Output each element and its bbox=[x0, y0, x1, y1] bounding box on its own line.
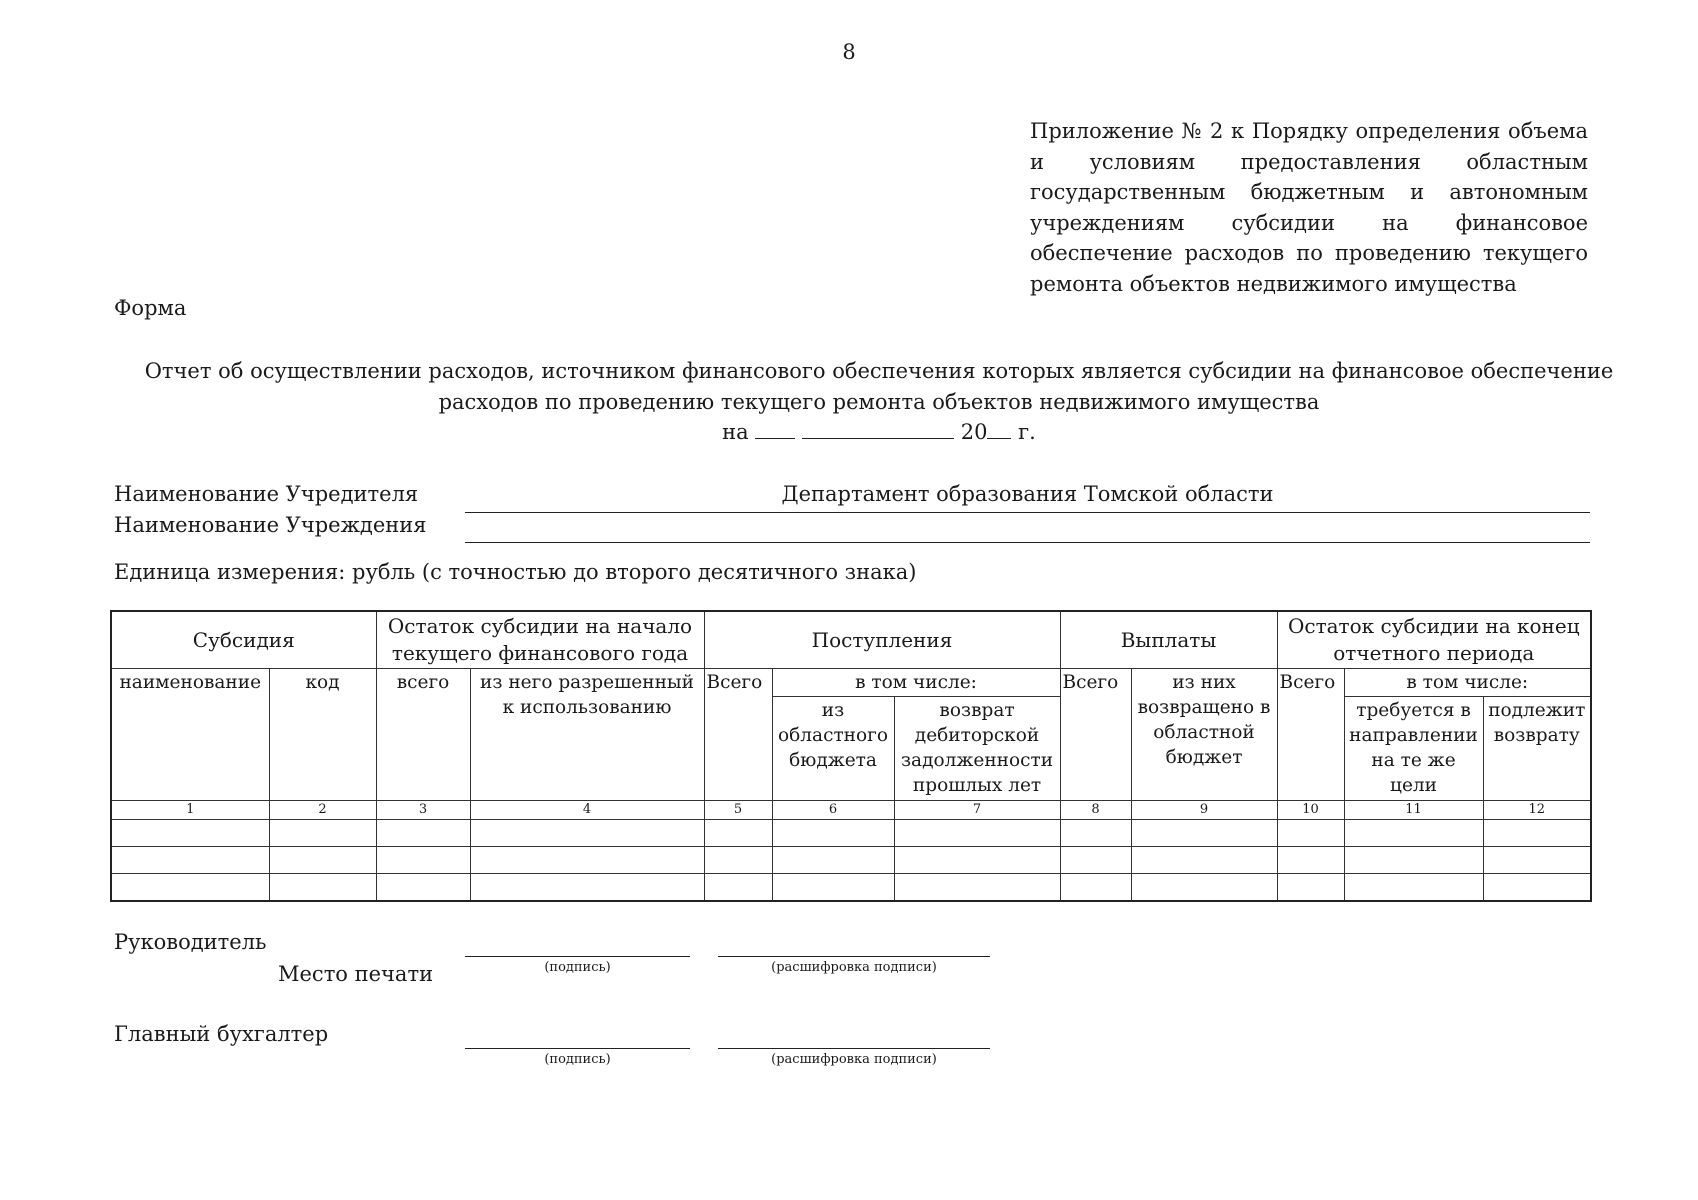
accountant-decoding-line[interactable] bbox=[718, 1046, 990, 1049]
head-decoding-caption: (расшифровка подписи) bbox=[771, 960, 937, 975]
col-receipts-total: Всего bbox=[704, 669, 772, 801]
col-number: 2 bbox=[269, 801, 376, 820]
header-payments: Выплаты bbox=[1060, 611, 1277, 669]
col-number: 5 bbox=[704, 801, 772, 820]
header-receipts: Поступления bbox=[704, 611, 1060, 669]
table-cell[interactable] bbox=[111, 874, 269, 902]
head-label: Руководитель bbox=[114, 930, 267, 954]
header-balance-start: Остаток субсидии на начало текущего финансового года bbox=[376, 611, 704, 669]
head-signature-line[interactable] bbox=[465, 954, 690, 957]
col-number: 6 bbox=[772, 801, 894, 820]
table-row bbox=[111, 874, 1591, 902]
table-row bbox=[111, 820, 1591, 847]
year-blank[interactable] bbox=[987, 417, 1011, 439]
table-cell[interactable] bbox=[1277, 847, 1344, 874]
col-from-regional: из областного бюджета bbox=[772, 697, 894, 801]
col-number: 11 bbox=[1344, 801, 1483, 820]
accountant-signature-line[interactable] bbox=[465, 1046, 690, 1049]
table-cell[interactable] bbox=[1060, 820, 1131, 847]
institution-label: Наименование Учреждения bbox=[114, 513, 427, 537]
table-cell[interactable] bbox=[470, 874, 704, 902]
table-cell[interactable] bbox=[704, 820, 772, 847]
col-end-total: Всего bbox=[1277, 669, 1344, 801]
table-cell[interactable] bbox=[1277, 874, 1344, 902]
table-row bbox=[111, 847, 1591, 874]
table-cell[interactable] bbox=[1131, 874, 1277, 902]
month-blank[interactable] bbox=[802, 417, 954, 439]
col-code: код bbox=[269, 669, 376, 801]
table-cell[interactable] bbox=[704, 874, 772, 902]
table-cell[interactable] bbox=[772, 874, 894, 902]
institution-line bbox=[465, 514, 1590, 543]
appendix-reference: Приложение № 2 к Порядку определения объема и условиям предоставления областным государственным бюджетным и автономным учреждениям субсидии на финансовое обеспечение расходов по проведению текущего ремонта объектов недвижимого имущества bbox=[1030, 119, 1588, 296]
col-returned: из них возвращено в областной бюджет bbox=[1131, 669, 1277, 801]
table-cell[interactable] bbox=[376, 820, 470, 847]
table-cell[interactable] bbox=[1131, 847, 1277, 874]
day-blank[interactable] bbox=[755, 417, 795, 439]
founder-label: Наименование Учредителя bbox=[114, 482, 419, 506]
col-end-incl: в том числе: bbox=[1344, 669, 1591, 697]
col-number: 10 bbox=[1277, 801, 1344, 820]
date-suffix: г. bbox=[1018, 420, 1036, 444]
col-number: 9 bbox=[1131, 801, 1277, 820]
col-payments-total: Всего bbox=[1060, 669, 1131, 801]
date-prefix: на bbox=[722, 420, 749, 444]
col-name: наименование bbox=[111, 669, 269, 801]
table-cell[interactable] bbox=[1131, 820, 1277, 847]
col-number: 4 bbox=[470, 801, 704, 820]
col-number: 8 bbox=[1060, 801, 1131, 820]
col-to-return: подлежит возврату bbox=[1483, 697, 1591, 801]
table-cell[interactable] bbox=[269, 874, 376, 902]
table-cell[interactable] bbox=[704, 847, 772, 874]
report-title bbox=[80, 356, 1678, 448]
table-cell[interactable] bbox=[1483, 874, 1591, 902]
founder-value[interactable]: Департамент образования Томской области bbox=[781, 482, 1274, 506]
table-cell[interactable] bbox=[269, 820, 376, 847]
column-number-row bbox=[111, 801, 1591, 820]
header-subsidy: Субсидия bbox=[111, 611, 376, 669]
units-of-measure: Единица измерения: рубль (с точностью до второго десятичного знака) bbox=[114, 560, 917, 584]
table-cell[interactable] bbox=[111, 847, 269, 874]
col-receipts-incl: в том числе: bbox=[772, 669, 1060, 697]
table-cell[interactable] bbox=[470, 847, 704, 874]
table-subheader-row bbox=[111, 669, 1591, 697]
table-header-row bbox=[111, 611, 1591, 669]
col-total-start: всего bbox=[376, 669, 470, 801]
chief-accountant-label: Главный бухгалтер bbox=[114, 1022, 329, 1046]
head-signature-caption: (подпись) bbox=[544, 960, 611, 975]
col-debt-return: возврат дебиторской задолженности прошлых лет bbox=[894, 697, 1060, 801]
table-cell[interactable] bbox=[1344, 847, 1483, 874]
col-number: 3 bbox=[376, 801, 470, 820]
form-label: Форма bbox=[114, 296, 187, 320]
table-cell[interactable] bbox=[894, 847, 1060, 874]
table-cell[interactable] bbox=[376, 874, 470, 902]
table-cell[interactable] bbox=[470, 820, 704, 847]
accountant-signature-caption: (подпись) bbox=[544, 1052, 611, 1067]
date-year: 20 bbox=[960, 420, 988, 444]
table-cell[interactable] bbox=[1060, 874, 1131, 902]
accountant-decoding-caption: (расшифровка подписи) bbox=[771, 1052, 937, 1067]
table-cell[interactable] bbox=[1344, 874, 1483, 902]
col-allowed: из него разрешенный к использованию bbox=[470, 669, 704, 801]
table-cell[interactable] bbox=[269, 847, 376, 874]
page-number: 8 bbox=[842, 40, 856, 64]
col-number: 12 bbox=[1483, 801, 1591, 820]
table-cell[interactable] bbox=[772, 847, 894, 874]
table-cell[interactable] bbox=[376, 847, 470, 874]
header-balance-end: Остаток субсидии на конец отчетного периода bbox=[1277, 611, 1591, 669]
table-cell[interactable] bbox=[1483, 820, 1591, 847]
stamp-place-label: Место печати bbox=[278, 962, 434, 986]
head-decoding-line[interactable] bbox=[718, 954, 990, 957]
table-cell[interactable] bbox=[894, 820, 1060, 847]
report-date-line bbox=[80, 417, 1678, 448]
table-cell[interactable] bbox=[1344, 820, 1483, 847]
report-title-line2: расходов по проведению текущего ремонта объектов недвижимого имущества bbox=[438, 389, 1320, 414]
table-cell[interactable] bbox=[111, 820, 269, 847]
table-cell[interactable] bbox=[1277, 820, 1344, 847]
table-cell[interactable] bbox=[772, 820, 894, 847]
table-cell[interactable] bbox=[894, 874, 1060, 902]
table-cell[interactable] bbox=[1060, 847, 1131, 874]
col-number: 1 bbox=[111, 801, 269, 820]
report-title-line1: Отчет об осуществлении расходов, источником финансового обеспечения которых является субсидии на финансовое обеспечение bbox=[144, 359, 1614, 383]
col-needed-same: требуется в направлении на те же цели bbox=[1344, 697, 1483, 801]
report-table bbox=[110, 610, 1592, 902]
col-number: 7 bbox=[894, 801, 1060, 820]
table-cell[interactable] bbox=[1483, 847, 1591, 874]
